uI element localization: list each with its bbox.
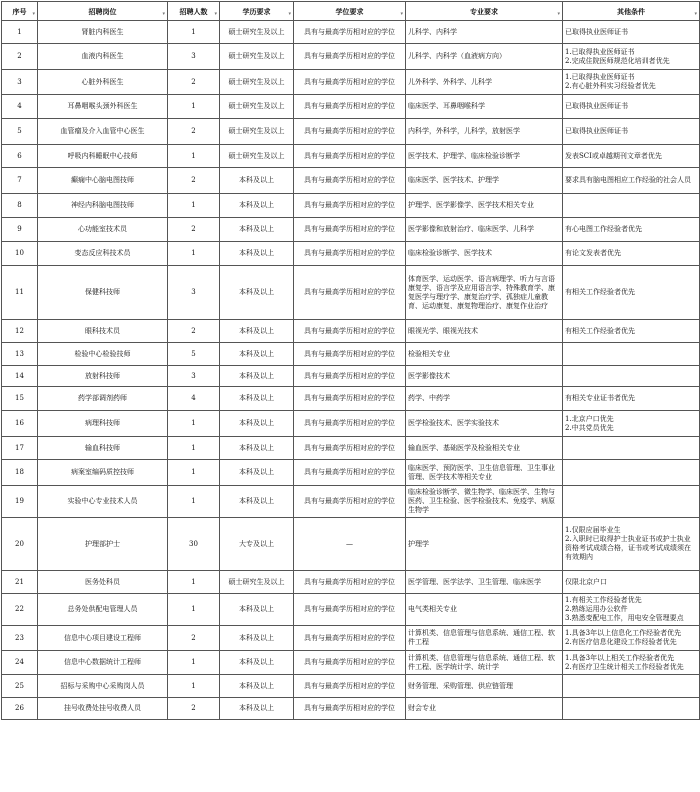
table-row xyxy=(2,387,700,411)
table-row xyxy=(2,21,700,44)
cell-no: 8 xyxy=(2,194,38,218)
cell-degree: 具有与最高学历相对应的学位 xyxy=(294,675,406,698)
cell-post: 呼吸内科睡眠中心技师 xyxy=(38,145,168,168)
table-row xyxy=(2,411,700,437)
cell-education: 本科及以上 xyxy=(220,387,294,411)
cell-education: 硕士研究生及以上 xyxy=(220,70,294,95)
cell-post: 心功能室技术员 xyxy=(38,218,168,242)
cell-other: 有相关工作经验者优先 xyxy=(563,266,700,320)
cell-post: 总务处供配电管理人员 xyxy=(38,594,168,626)
table-row xyxy=(2,594,700,626)
cell-count: 2 xyxy=(168,626,220,651)
cell-no: 7 xyxy=(2,168,38,194)
table-row xyxy=(2,343,700,366)
cell-degree: 具有与最高学历相对应的学位 xyxy=(294,651,406,675)
cell-other: 已取得执业医师证书 xyxy=(563,95,700,119)
cell-major: 体育医学、运动医学、语言病理学、听力与言语康复学、语言学及应用语言学、特殊教育学、康复医学与理疗学、康复治疗学、孤独症儿童教育、运动康复、康复物理治疗、康复作业治疗 xyxy=(406,266,563,320)
cell-no: 9 xyxy=(2,218,38,242)
cell-education: 本科及以上 xyxy=(220,594,294,626)
cell-post: 神经内科脑电图技师 xyxy=(38,194,168,218)
cell-post: 心脏外科医生 xyxy=(38,70,168,95)
cell-degree: 具有与最高学历相对应的学位 xyxy=(294,343,406,366)
cell-degree: 具有与最高学历相对应的学位 xyxy=(294,571,406,594)
cell-no: 12 xyxy=(2,320,38,343)
cell-degree: 具有与最高学历相对应的学位 xyxy=(294,194,406,218)
cell-post: 招标与采购中心采购岗人员 xyxy=(38,675,168,698)
cell-education: 本科及以上 xyxy=(220,486,294,518)
cell-no: 6 xyxy=(2,145,38,168)
table-body xyxy=(2,21,700,720)
cell-count: 2 xyxy=(168,119,220,145)
col-header-no[interactable]: 序号 ▾ xyxy=(2,2,38,21)
cell-other xyxy=(563,437,700,460)
cell-major: 儿科学、内科学（血液病方向） xyxy=(406,44,563,70)
table-row xyxy=(2,486,700,518)
cell-post: 医务处科员 xyxy=(38,571,168,594)
cell-count: 1 xyxy=(168,571,220,594)
cell-no: 15 xyxy=(2,387,38,411)
cell-other: 要求具有脑电图相应工作经验的社会人员 xyxy=(563,168,700,194)
cell-major: 检验相关专业 xyxy=(406,343,563,366)
cell-no: 20 xyxy=(2,518,38,571)
cell-other: 有心电图工作经验者优先 xyxy=(563,218,700,242)
cell-count: 1 xyxy=(168,675,220,698)
cell-no: 25 xyxy=(2,675,38,698)
cell-education: 硕士研究生及以上 xyxy=(220,95,294,119)
cell-major: 财务管理、采购管理、供应链管理 xyxy=(406,675,563,698)
cell-education: 硕士研究生及以上 xyxy=(220,44,294,70)
cell-education: 本科及以上 xyxy=(220,411,294,437)
cell-degree: 具有与最高学历相对应的学位 xyxy=(294,320,406,343)
cell-count: 3 xyxy=(168,366,220,387)
cell-major: 临床医学、医学技术、护理学 xyxy=(406,168,563,194)
cell-no: 26 xyxy=(2,698,38,720)
cell-major: 临床医学、耳鼻咽喉科学 xyxy=(406,95,563,119)
cell-degree: 具有与最高学历相对应的学位 xyxy=(294,437,406,460)
table-row xyxy=(2,675,700,698)
cell-count: 2 xyxy=(168,218,220,242)
table-row xyxy=(2,168,700,194)
cell-count: 1 xyxy=(168,486,220,518)
cell-major: 计算机类、信息管理与信息系统、通信工程、软件工程、医学统计学、统计学 xyxy=(406,651,563,675)
table-row xyxy=(2,651,700,675)
cell-count: 1 xyxy=(168,594,220,626)
col-header-other[interactable]: 其他条件 ▾ xyxy=(563,2,700,21)
cell-education: 本科及以上 xyxy=(220,266,294,320)
col-header-degree[interactable]: 学位要求 ▾ xyxy=(294,2,406,21)
cell-post: 药学部调剂药师 xyxy=(38,387,168,411)
cell-post: 变态反应科技术员 xyxy=(38,242,168,266)
cell-degree: — xyxy=(294,518,406,571)
cell-no: 1 xyxy=(2,21,38,44)
cell-other xyxy=(563,460,700,486)
cell-degree: 具有与最高学历相对应的学位 xyxy=(294,387,406,411)
cell-education: 硕士研究生及以上 xyxy=(220,145,294,168)
cell-education: 本科及以上 xyxy=(220,626,294,651)
table-row xyxy=(2,518,700,571)
cell-count: 1 xyxy=(168,194,220,218)
cell-other: 发表SCI或卓越期刊文章者优先 xyxy=(563,145,700,168)
cell-major: 儿科学、内科学 xyxy=(406,21,563,44)
cell-education: 硕士研究生及以上 xyxy=(220,571,294,594)
cell-education: 硕士研究生及以上 xyxy=(220,21,294,44)
cell-count: 1 xyxy=(168,145,220,168)
cell-other: 已取得执业医师证书 xyxy=(563,21,700,44)
cell-other: 1.北京户口优先 2.中共党员优先 xyxy=(563,411,700,437)
cell-other xyxy=(563,486,700,518)
cell-major: 护理学、医学影像学、医学技术相关专业 xyxy=(406,194,563,218)
cell-count: 2 xyxy=(168,698,220,720)
cell-education: 本科及以上 xyxy=(220,366,294,387)
cell-other: 1.具备3年以上信息化工作经验者优先 2.有医疗信息化建设工作经验者优先 xyxy=(563,626,700,651)
col-header-major[interactable]: 专业要求 ▾ xyxy=(406,2,563,21)
cell-education: 硕士研究生及以上 xyxy=(220,119,294,145)
cell-major: 儿外科学、外科学、儿科学 xyxy=(406,70,563,95)
cell-major: 医学影像技术 xyxy=(406,366,563,387)
cell-count: 30 xyxy=(168,518,220,571)
table-row xyxy=(2,437,700,460)
cell-post: 挂号收费处挂号收费人员 xyxy=(38,698,168,720)
cell-no: 4 xyxy=(2,95,38,119)
cell-degree: 具有与最高学历相对应的学位 xyxy=(294,266,406,320)
cell-education: 本科及以上 xyxy=(220,651,294,675)
cell-degree: 具有与最高学历相对应的学位 xyxy=(294,242,406,266)
cell-other: 已取得执业医师证书 xyxy=(563,119,700,145)
cell-no: 14 xyxy=(2,366,38,387)
cell-degree: 具有与最高学历相对应的学位 xyxy=(294,145,406,168)
cell-no: 18 xyxy=(2,460,38,486)
cell-education: 本科及以上 xyxy=(220,168,294,194)
cell-post: 肾脏内科医生 xyxy=(38,21,168,44)
cell-education: 本科及以上 xyxy=(220,343,294,366)
table-row xyxy=(2,95,700,119)
cell-no: 19 xyxy=(2,486,38,518)
table-row xyxy=(2,266,700,320)
table-row xyxy=(2,571,700,594)
cell-other: 1.仅限应届毕业生 2.入职时已取得护士执业证书或护士执业资格考试成绩合格，证书或考试成绩须在有效期内 xyxy=(563,518,700,571)
cell-major: 医学技术、护理学、临床检验诊断学 xyxy=(406,145,563,168)
cell-no: 16 xyxy=(2,411,38,437)
table-row xyxy=(2,145,700,168)
cell-count: 2 xyxy=(168,320,220,343)
cell-post: 信息中心项目建设工程师 xyxy=(38,626,168,651)
cell-education: 本科及以上 xyxy=(220,242,294,266)
cell-other xyxy=(563,194,700,218)
cell-degree: 具有与最高学历相对应的学位 xyxy=(294,218,406,242)
cell-no: 17 xyxy=(2,437,38,460)
cell-degree: 具有与最高学历相对应的学位 xyxy=(294,21,406,44)
cell-count: 4 xyxy=(168,387,220,411)
cell-other xyxy=(563,366,700,387)
cell-degree: 具有与最高学历相对应的学位 xyxy=(294,168,406,194)
cell-count: 1 xyxy=(168,21,220,44)
cell-post: 眼科技术员 xyxy=(38,320,168,343)
table-row xyxy=(2,626,700,651)
col-header-education[interactable]: 学历要求 ▾ xyxy=(220,2,294,21)
cell-post: 病理科技师 xyxy=(38,411,168,437)
cell-other: 有相关工作经验者优先 xyxy=(563,320,700,343)
cell-post: 保健科技师 xyxy=(38,266,168,320)
cell-post: 耳鼻咽喉头颈外科医生 xyxy=(38,95,168,119)
cell-education: 本科及以上 xyxy=(220,698,294,720)
cell-count: 1 xyxy=(168,651,220,675)
cell-no: 23 xyxy=(2,626,38,651)
cell-degree: 具有与最高学历相对应的学位 xyxy=(294,95,406,119)
cell-no: 11 xyxy=(2,266,38,320)
cell-no: 5 xyxy=(2,119,38,145)
cell-no: 10 xyxy=(2,242,38,266)
cell-major: 财会专业 xyxy=(406,698,563,720)
cell-count: 5 xyxy=(168,343,220,366)
cell-other: 有相关专业证书者优先 xyxy=(563,387,700,411)
cell-count: 1 xyxy=(168,460,220,486)
cell-no: 24 xyxy=(2,651,38,675)
cell-degree: 具有与最高学历相对应的学位 xyxy=(294,119,406,145)
cell-major: 医学影像和放射治疗、临床医学、儿科学 xyxy=(406,218,563,242)
cell-no: 3 xyxy=(2,70,38,95)
cell-education: 大专及以上 xyxy=(220,518,294,571)
cell-degree: 具有与最高学历相对应的学位 xyxy=(294,366,406,387)
header-row xyxy=(2,2,700,21)
cell-degree: 具有与最高学历相对应的学位 xyxy=(294,411,406,437)
table-row xyxy=(2,242,700,266)
cell-major: 药学、中药学 xyxy=(406,387,563,411)
cell-major: 内科学，外科学，儿科学，放射医学 xyxy=(406,119,563,145)
cell-education: 本科及以上 xyxy=(220,675,294,698)
cell-other: 1.已取得执业医师证书 2.有心脏外科实习经验者优先 xyxy=(563,70,700,95)
cell-major: 护理学 xyxy=(406,518,563,571)
cell-count: 3 xyxy=(168,44,220,70)
table-row xyxy=(2,194,700,218)
cell-other: 1.有相关工作经验者优先 2.熟练运用办公软件 3.熟悉变配电工作，用电安全管理要点 xyxy=(563,594,700,626)
cell-degree: 具有与最高学历相对应的学位 xyxy=(294,698,406,720)
cell-degree: 具有与最高学历相对应的学位 xyxy=(294,626,406,651)
cell-education: 本科及以上 xyxy=(220,320,294,343)
table-row xyxy=(2,218,700,242)
cell-major: 临床检验诊断学、医学技术 xyxy=(406,242,563,266)
cell-post: 输血科技师 xyxy=(38,437,168,460)
col-header-post[interactable]: 招聘岗位 ▾ xyxy=(38,2,168,21)
cell-education: 本科及以上 xyxy=(220,437,294,460)
cell-no: 2 xyxy=(2,44,38,70)
cell-major: 医学检验技术、医学实验技术 xyxy=(406,411,563,437)
cell-major: 输血医学、基础医学及检验相关专业 xyxy=(406,437,563,460)
cell-other: 有论文发表者优先 xyxy=(563,242,700,266)
cell-degree: 具有与最高学历相对应的学位 xyxy=(294,460,406,486)
table-row xyxy=(2,70,700,95)
cell-post: 癫痫中心脑电图技师 xyxy=(38,168,168,194)
cell-post: 实验中心专业技术人员 xyxy=(38,486,168,518)
table-row xyxy=(2,460,700,486)
cell-education: 本科及以上 xyxy=(220,194,294,218)
table-row xyxy=(2,320,700,343)
cell-other: 1.具备3年以上相关工作经验者优先 2.有医疗卫生统计相关工作经验者优先 xyxy=(563,651,700,675)
cell-no: 21 xyxy=(2,571,38,594)
cell-degree: 具有与最高学历相对应的学位 xyxy=(294,44,406,70)
cell-degree: 具有与最高学历相对应的学位 xyxy=(294,486,406,518)
cell-education: 本科及以上 xyxy=(220,460,294,486)
cell-major: 临床检验诊断学、微生物学、临床医学、生物与医药、卫生检验、医学检验技术、免疫学、病原生物学 xyxy=(406,486,563,518)
cell-no: 22 xyxy=(2,594,38,626)
cell-post: 检验中心检验技师 xyxy=(38,343,168,366)
cell-count: 2 xyxy=(168,70,220,95)
cell-count: 3 xyxy=(168,266,220,320)
cell-degree: 具有与最高学历相对应的学位 xyxy=(294,70,406,95)
cell-education: 本科及以上 xyxy=(220,218,294,242)
recruitment-table xyxy=(1,1,700,720)
table-row xyxy=(2,366,700,387)
table-row xyxy=(2,44,700,70)
cell-count: 2 xyxy=(168,168,220,194)
cell-count: 1 xyxy=(168,242,220,266)
cell-count: 1 xyxy=(168,95,220,119)
cell-count: 1 xyxy=(168,437,220,460)
cell-major: 计算机类、信息管理与信息系统、通信工程、软件工程 xyxy=(406,626,563,651)
col-header-count[interactable]: 招聘人数 ▾ xyxy=(168,2,220,21)
cell-post: 信息中心数据统计工程师 xyxy=(38,651,168,675)
cell-other: 1.已取得执业医师证书 2.完成住院医师规范化培训者优先 xyxy=(563,44,700,70)
cell-other: 仅限北京户口 xyxy=(563,571,700,594)
table-row xyxy=(2,698,700,720)
cell-post: 护理部护士 xyxy=(38,518,168,571)
cell-major: 电气类相关专业 xyxy=(406,594,563,626)
cell-other xyxy=(563,343,700,366)
cell-major: 医学管理、医学法学、卫生管理、临床医学 xyxy=(406,571,563,594)
cell-no: 13 xyxy=(2,343,38,366)
cell-count: 1 xyxy=(168,411,220,437)
cell-post: 血液内科医生 xyxy=(38,44,168,70)
cell-post: 病案室编码质控技师 xyxy=(38,460,168,486)
table-row xyxy=(2,119,700,145)
cell-post: 放射科技师 xyxy=(38,366,168,387)
cell-major: 眼视光学、眼视光技术 xyxy=(406,320,563,343)
cell-other xyxy=(563,698,700,720)
cell-major: 临床医学、预防医学、卫生信息管理、卫生事业管理、医学技术等相关专业 xyxy=(406,460,563,486)
cell-other xyxy=(563,675,700,698)
cell-degree: 具有与最高学历相对应的学位 xyxy=(294,594,406,626)
cell-post: 血管瘤及介入血管中心医生 xyxy=(38,119,168,145)
